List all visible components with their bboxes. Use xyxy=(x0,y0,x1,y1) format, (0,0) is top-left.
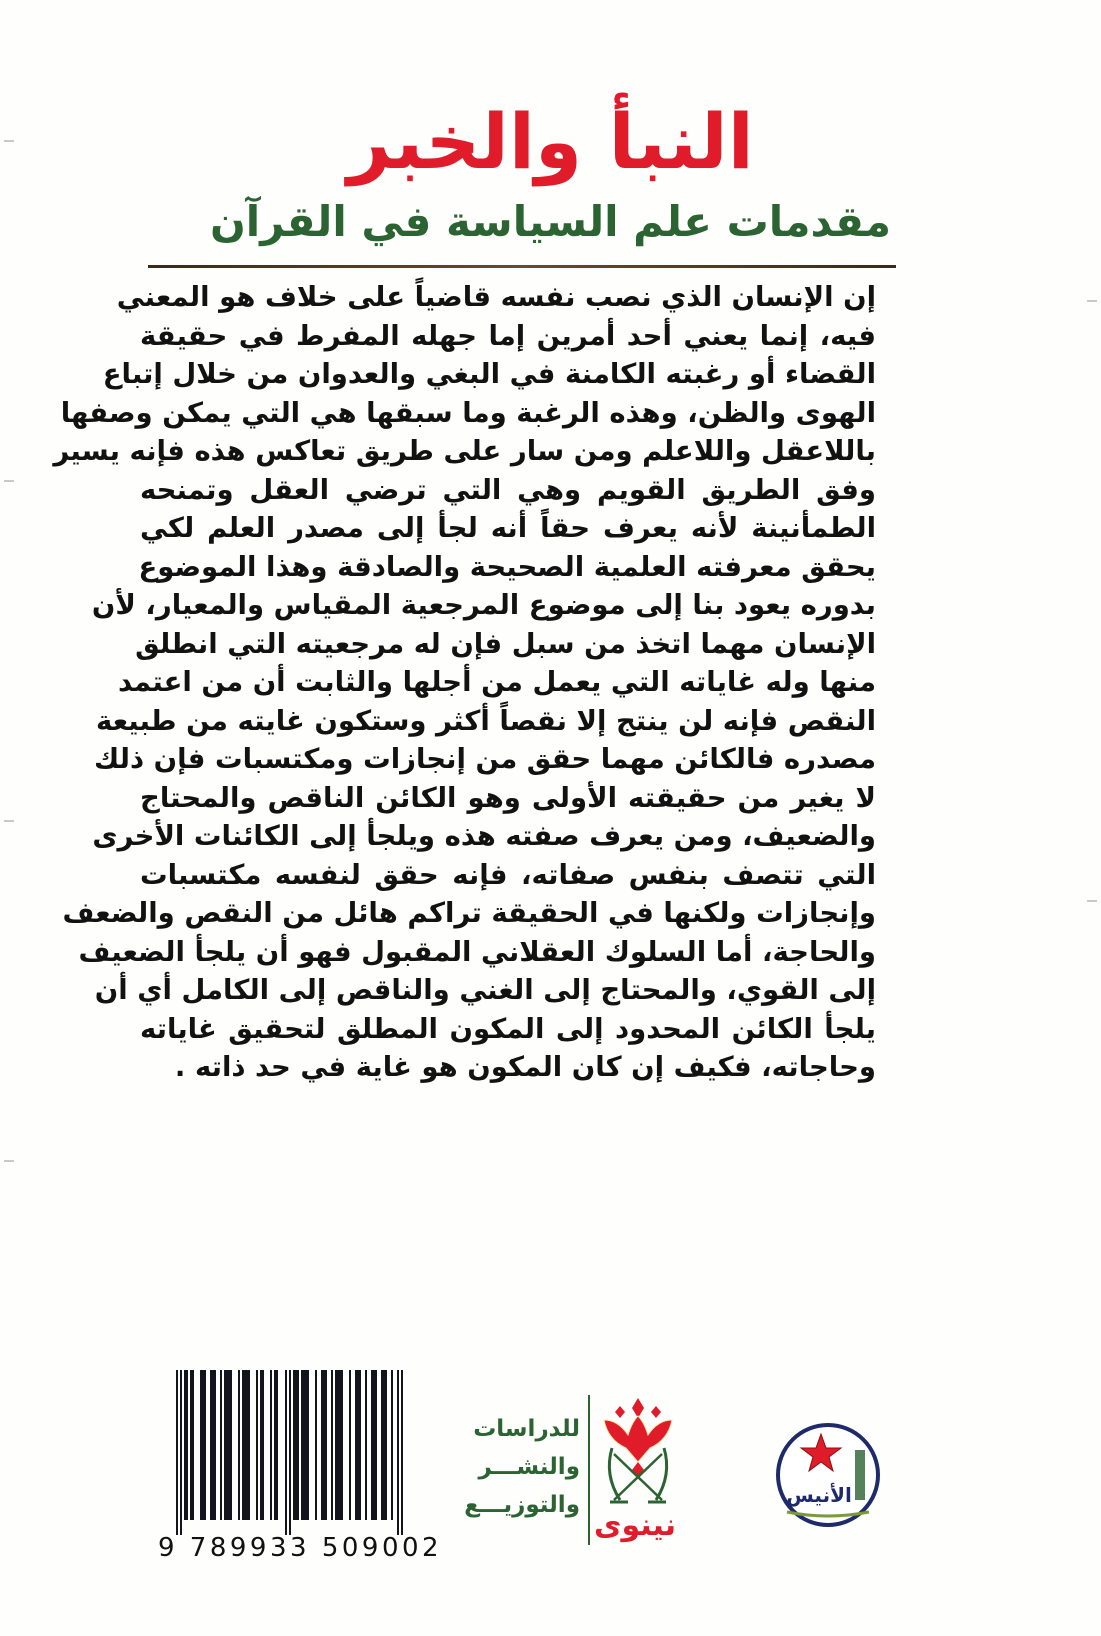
blurb-line: مصدره فالكائن مهما حقق من إنجازات ومكتسبات فإن ذلك xyxy=(94,743,876,775)
barcode-bar xyxy=(371,1370,377,1520)
blurb-line: لا يغير من حقيقته الأولى وهو الكائن الناقص والمحتاج xyxy=(140,781,876,814)
barcode-bar xyxy=(200,1370,206,1520)
barcode-bar xyxy=(331,1370,333,1520)
barcode-bar xyxy=(184,1370,188,1520)
blurb-line: إلى القوي، والمحتاج إلى الغني والناقص إلى الكامل أي أن xyxy=(94,974,876,1006)
barcode-bar xyxy=(242,1370,250,1520)
barcode-bar xyxy=(238,1370,240,1520)
edge-mark xyxy=(4,820,14,822)
barcode-bar xyxy=(285,1370,287,1535)
star-publisher-logo-icon xyxy=(773,1420,883,1530)
barcode-bar xyxy=(289,1370,291,1535)
barcode-bar xyxy=(270,1370,272,1520)
blurb-line: إن الإنسان الذي نصب نفسه قاضياً على خلاف هو المعني xyxy=(116,281,876,313)
blurb-line: يحقق معرفته العلمية الصحيحة والصادقة وهذا الموضوع xyxy=(138,550,876,583)
isbn-number: 9 789933 509002 xyxy=(158,1533,443,1563)
barcode-bar xyxy=(274,1370,278,1520)
blurb-line: وحاجاته، فكيف إن كان المكون هو غاية في حد ذاته . xyxy=(174,1051,876,1083)
blurb-line: وفق الطريق القويم وهي التي ترضي العقل وتمنحه xyxy=(140,473,876,506)
blurb-line: والحاجة، أما السلوك العقلاني المقبول فهو أن يلجأ الضعيف xyxy=(78,935,876,968)
isbn-barcode xyxy=(172,1370,442,1545)
barcode-bar xyxy=(401,1370,403,1535)
blurb-line: باللاعقل واللاعلم ومن سار على طريق تعاكس هذه فإنه يسير xyxy=(53,435,876,467)
barcode-bar xyxy=(190,1370,194,1520)
barcode-bar xyxy=(293,1370,299,1520)
barcode-bar xyxy=(397,1370,399,1535)
blurb-line: وإنجازات ولكنها في الحقيقة تراكم هائل من النقص والضعف xyxy=(62,897,876,929)
barcode-bar xyxy=(301,1370,309,1520)
book-subtitle: مقدمات علم السياسة في القرآن xyxy=(209,197,892,246)
blurb-line: الهوى والظن، وهذه الرغبة وما سبقها هي التي يمكن وصفها xyxy=(60,396,876,429)
barcode-bar xyxy=(224,1370,232,1520)
barcode-bar xyxy=(176,1370,178,1535)
edge-mark xyxy=(1087,300,1097,302)
publisher-name: نينوى xyxy=(593,1508,677,1543)
blurb-text xyxy=(53,278,876,1087)
barcode-bar xyxy=(381,1370,387,1520)
edge-mark xyxy=(4,480,14,482)
blurb-line: فيه، إنما يعني أحد أمرين إما جهله المفرط في حقيقة xyxy=(140,319,876,352)
barcode-bar xyxy=(335,1370,343,1520)
book-title: النبأ والخبر xyxy=(347,97,754,186)
blurb-line: منها وله غاياته التي يعمل من أجلها والثابت أن من اعتمد xyxy=(118,666,876,698)
barcode-bar xyxy=(220,1370,222,1520)
barcode-bar xyxy=(355,1370,361,1520)
tagline-line: والنشـــر xyxy=(478,1454,580,1480)
barcode-bar xyxy=(321,1370,327,1520)
blurb-line: والضعيف، ومن يعرف صفته هذه ويلجأ إلى الكائنات الأخرى xyxy=(92,820,876,852)
edge-mark xyxy=(4,1160,14,1162)
tagline-line: والتوزيـــع xyxy=(464,1492,580,1518)
blurb-line: القضاء أو رغبته الكامنة في البغي والعدوان من خلال إتباع xyxy=(102,358,876,390)
barcode-bar xyxy=(315,1370,317,1520)
barcode-bar xyxy=(180,1370,182,1535)
barcode-bar xyxy=(365,1370,367,1520)
barcode-bar xyxy=(349,1370,351,1520)
blurb-line: النقص فإنه لن ينتج إلا نقصاً أكثر وستكون غايته من طبيعة xyxy=(96,704,876,737)
title-divider xyxy=(148,265,896,268)
publisher-tagline xyxy=(464,1410,580,1524)
blurb-line: يلجأ الكائن المحدود إلى المكون المطلق لتحقيق غاياته xyxy=(140,1012,876,1045)
blurb-line: التي تتصف بنفس صفاته، فإنه حقق لنفسه مكتسبات xyxy=(140,858,876,891)
blurb-line: الطمأنينة لأنه يعرف حقاً أنه لجأ إلى مصدر العلم لكي xyxy=(140,512,876,544)
nineveh-logo-icon xyxy=(598,1390,678,1520)
barcode-bar xyxy=(260,1370,264,1520)
barcode-bars xyxy=(172,1370,442,1535)
logo-text: الأنيس xyxy=(786,1483,852,1507)
tagline-line: للدراسات xyxy=(473,1416,580,1442)
blurb-line: بدوره يعود بنا إلى موضوع المرجعية المقياس والمعيار، لأن xyxy=(91,589,876,621)
blurb-line: الإنسان مهما اتخذ من سبل فإن له مرجعيته التي انطلق xyxy=(135,627,876,660)
barcode-bar xyxy=(256,1370,258,1520)
barcode-bar xyxy=(391,1370,393,1520)
barcode-bar xyxy=(210,1370,216,1520)
edge-mark xyxy=(1087,900,1097,902)
